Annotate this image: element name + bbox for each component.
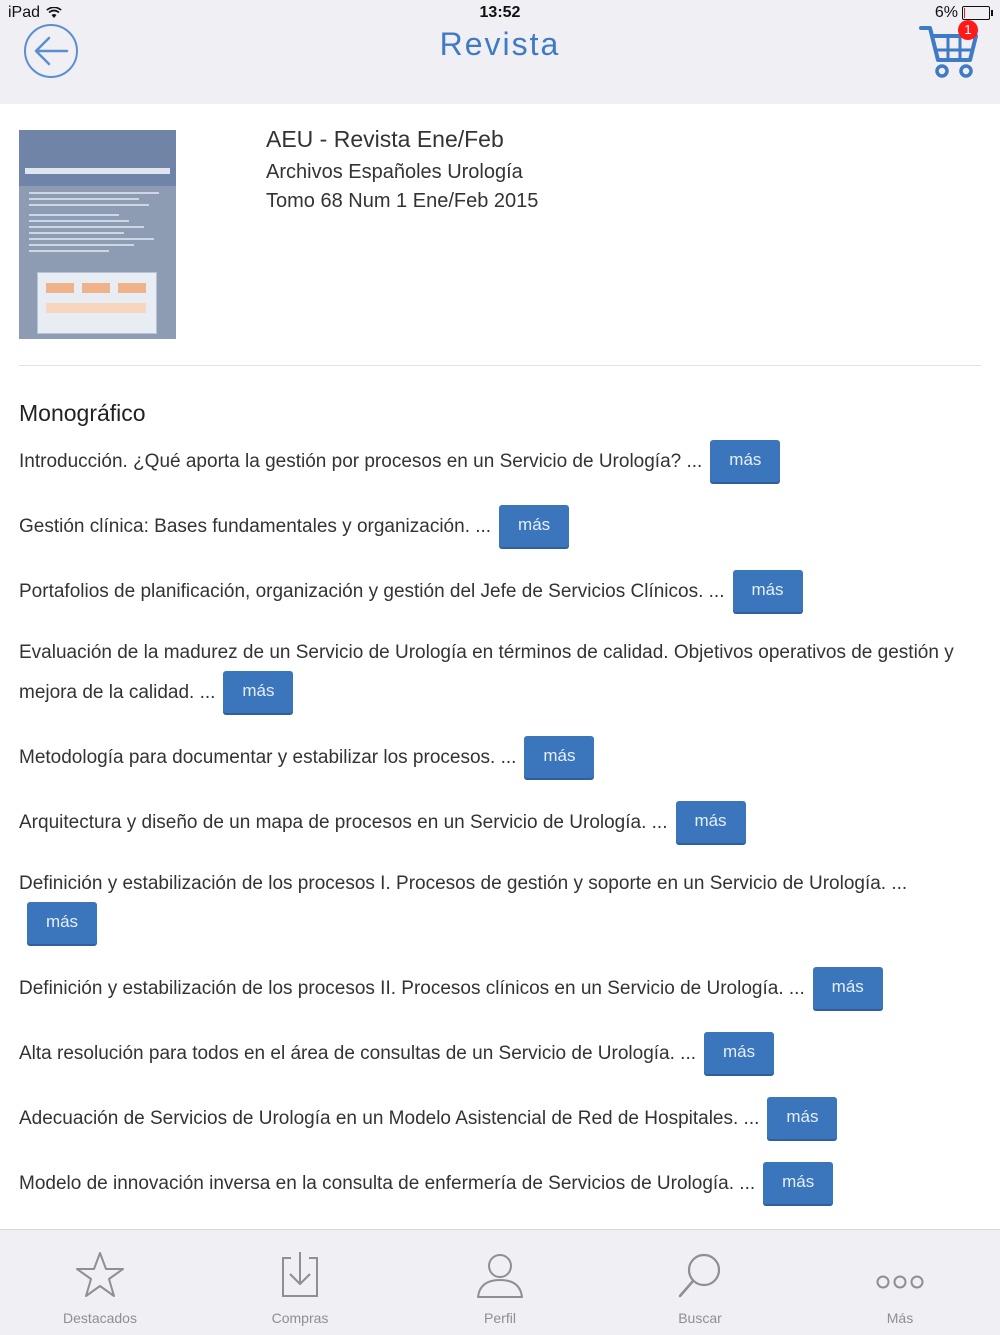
- article-list: [19, 440, 969, 1227]
- article-item: [19, 1162, 969, 1206]
- search-icon: [675, 1250, 725, 1300]
- article-item: [19, 736, 969, 780]
- navigation-bar: [0, 0, 1000, 104]
- status-bar: [0, 0, 1000, 26]
- article-item: [19, 967, 969, 1011]
- article-item: [19, 1097, 969, 1141]
- magazine-publication: Archivos Españoles Urología: [266, 161, 523, 183]
- more-button[interactable]: más: [676, 801, 746, 845]
- article-title: Definición y estabilización de los procesos I. Procesos de gestión y soporte en un Servicio de Urología. ...: [19, 873, 908, 895]
- page-title: Revista: [439, 26, 561, 62]
- more-button[interactable]: más: [499, 505, 569, 549]
- more-icon: [875, 1250, 925, 1300]
- more-button[interactable]: más: [767, 1097, 837, 1141]
- cart-button[interactable]: [918, 22, 980, 80]
- person-icon: [475, 1250, 525, 1300]
- tab-compras[interactable]: [200, 1230, 400, 1335]
- battery-percent: 6%: [934, 4, 958, 21]
- more-button[interactable]: más: [704, 1032, 774, 1076]
- article-item: [19, 635, 969, 715]
- article-title: Adecuación de Servicios de Urología en un Modelo Asistencial de Red de Hospitales. ...: [19, 1108, 760, 1130]
- more-button[interactable]: más: [813, 967, 883, 1011]
- article-title: Portafolios de planificación, organización y gestión del Jefe de Servicios Clínicos. ...: [19, 581, 725, 602]
- battery-icon: [962, 6, 990, 20]
- article-item: [19, 866, 969, 946]
- tab-perfil[interactable]: [400, 1230, 600, 1335]
- more-button[interactable]: más: [710, 440, 780, 484]
- more-button[interactable]: más: [524, 736, 594, 780]
- magazine-cover[interactable]: [19, 130, 176, 339]
- article-title: Modelo de innovación inversa en la consulta de enfermería de Servicios de Urología. ...: [19, 1173, 756, 1195]
- star-icon: [75, 1250, 125, 1300]
- article-item: [19, 1032, 969, 1076]
- article-item: [19, 801, 969, 845]
- more-button[interactable]: más: [763, 1162, 833, 1206]
- download-icon: [275, 1250, 325, 1300]
- more-button[interactable]: más: [223, 671, 293, 715]
- article-title: Introducción. ¿Qué aporta la gestión por procesos en un Servicio de Urología? ...: [19, 451, 703, 472]
- cart-badge: 1: [958, 20, 978, 40]
- tab-destacados[interactable]: [0, 1230, 200, 1335]
- article-item: [19, 505, 969, 549]
- tab-label: Compras: [271, 1310, 329, 1326]
- divider: [19, 365, 981, 366]
- magazine-title: AEU - Revista Ene/Feb: [266, 126, 504, 152]
- tab-label: Más: [886, 1310, 914, 1326]
- article-item: [19, 570, 969, 614]
- tab-label: Destacados: [63, 1310, 137, 1326]
- article-title: Metodología para documentar y estabilizar los procesos. ...: [19, 747, 517, 769]
- device-label: iPad: [8, 4, 41, 21]
- tab-label: Perfil: [484, 1310, 516, 1326]
- article-item: [19, 440, 969, 484]
- article-title: Arquitectura y diseño de un mapa de procesos en un Servicio de Urología. ...: [19, 812, 668, 834]
- article-title: Alta resolución para todos en el área de consultas de un Servicio de Urología. ...: [19, 1043, 697, 1065]
- tab-label: Buscar: [678, 1310, 722, 1326]
- article-title: Definición y estabilización de los procesos II. Procesos clínicos en un Servicio de Urología. ...: [19, 978, 805, 1000]
- more-button[interactable]: más: [733, 570, 803, 614]
- article-title: Gestión clínica: Bases fundamentales y organización. ...: [19, 516, 492, 537]
- tab-mas[interactable]: [800, 1230, 1000, 1335]
- tab-buscar[interactable]: [600, 1230, 800, 1335]
- magazine-issue: Tomo 68 Num 1 Ene/Feb 2015: [266, 190, 539, 212]
- status-time: 13:52: [479, 4, 521, 21]
- article-title: Evaluación de la madurez de un Servicio de Urología en términos de calidad. Objetivos operativos de gestión y mejora de la calidad. ...: [19, 642, 954, 704]
- tab-bar: [0, 1229, 1000, 1335]
- section-title: Monográfico: [19, 400, 146, 426]
- more-button[interactable]: más: [27, 902, 97, 946]
- magazine-info: [266, 126, 538, 219]
